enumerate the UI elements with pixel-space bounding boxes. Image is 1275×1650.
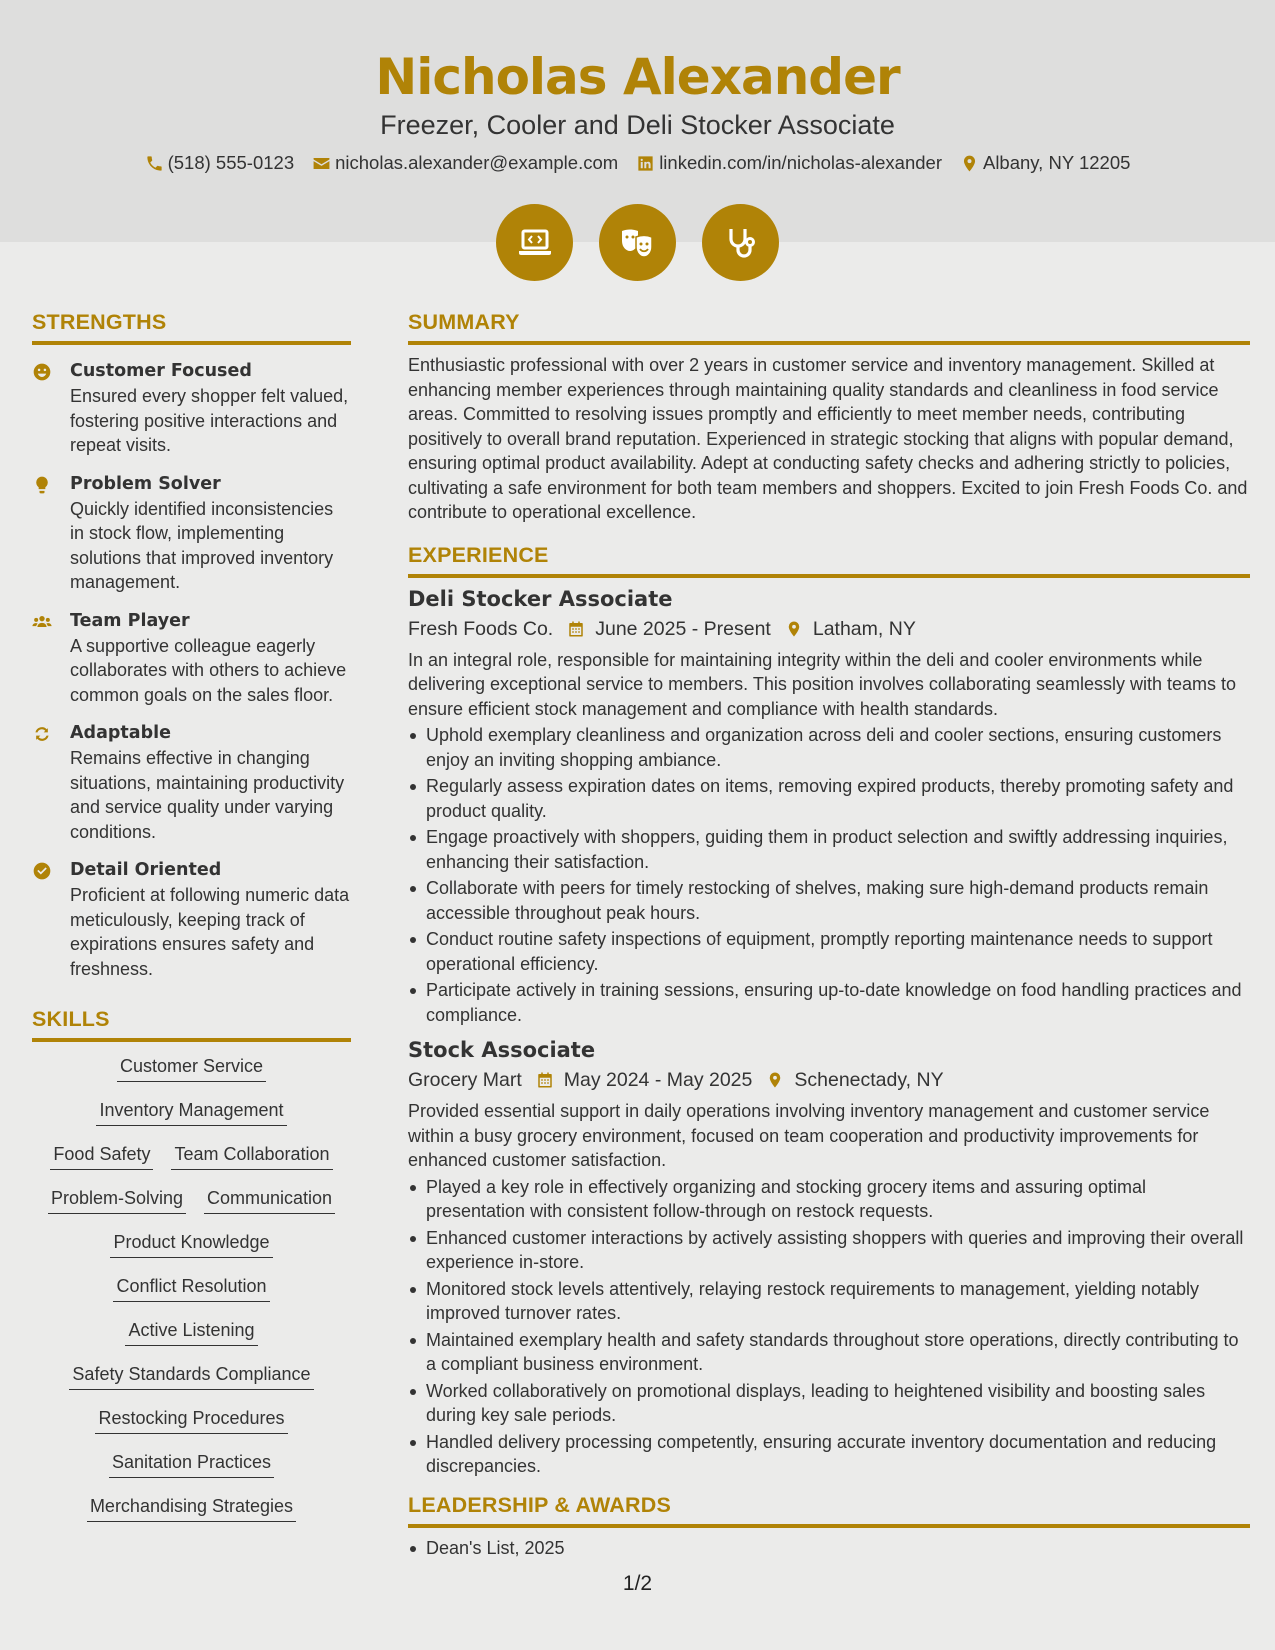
strength-desc: A supportive colleague eagerly collaborates with others to achieve common goals on the sales floor. xyxy=(70,635,347,705)
contact-linkedin[interactable] xyxy=(636,152,942,174)
skill-tag: Conflict Resolution xyxy=(113,1274,269,1302)
skill-tag: Inventory Management xyxy=(96,1098,286,1126)
job-dates: June 2025 - Present xyxy=(595,617,771,640)
sync-icon xyxy=(32,724,52,744)
strength-title: Team Player xyxy=(70,610,190,631)
laptop-code-icon xyxy=(515,223,555,263)
skill-tag: Product Knowledge xyxy=(110,1230,272,1258)
strength-desc: Proficient at following numeric data meticulously, keeping track of expirations ensures safety and freshness. xyxy=(70,885,350,979)
contact-location-text: Albany, NY 12205 xyxy=(982,152,1131,173)
check-circle-icon xyxy=(32,861,52,881)
map-pin-icon xyxy=(766,1071,784,1089)
skills-list xyxy=(32,1054,351,1522)
users-icon xyxy=(32,612,52,632)
job-dates: May 2024 - May 2025 xyxy=(563,1069,753,1091)
skill-tag: Sanitation Practices xyxy=(109,1450,274,1478)
skill-tag: Restocking Procedures xyxy=(95,1406,287,1434)
phone-icon xyxy=(145,154,164,173)
skill-tag: Safety Standards Compliance xyxy=(69,1362,313,1390)
job-company: Grocery Mart xyxy=(408,1069,522,1091)
skill-tag: Problem-Solving xyxy=(48,1186,186,1214)
strength-item xyxy=(32,472,351,595)
strength-item xyxy=(32,721,351,844)
strength-title: Problem Solver xyxy=(70,473,221,494)
job-bullets xyxy=(408,723,1250,1027)
skill-tag: Active Listening xyxy=(125,1318,257,1346)
job-title: Stock Associate xyxy=(408,1038,596,1062)
contact-email[interactable] xyxy=(312,152,618,174)
skill-tag: Merchandising Strategies xyxy=(87,1494,296,1522)
contact-phone[interactable] xyxy=(145,152,295,174)
skill-tag: Team Collaboration xyxy=(171,1142,332,1170)
badge-laptop xyxy=(496,204,573,281)
badge-stethoscope xyxy=(702,204,779,281)
lightbulb-icon xyxy=(32,475,52,495)
contact-bar xyxy=(0,152,1275,174)
leadership-list xyxy=(408,1536,1250,1561)
job-bullet: Regularly assess expiration dates on items, removing expired products, thereby promoting safety and product quality. xyxy=(408,774,1250,823)
strength-item xyxy=(32,858,351,981)
leadership-heading: LEADERSHIP & AWARDS xyxy=(408,1493,1250,1528)
job-bullet: Participate actively in training sessions, ensuring up-to-date knowledge on food handling practices and compliance. xyxy=(408,978,1250,1027)
job-bullet: Worked collaboratively on promotional displays, leading to heightened visibility and boosting sales during key sale periods. xyxy=(408,1379,1250,1428)
job-bullet: Conduct routine safety inspections of equipment, promptly reporting maintenance needs to support operational efficiency. xyxy=(408,927,1250,976)
theater-masks-icon xyxy=(618,223,658,263)
summary-text: Enthusiastic professional with over 2 years in customer service and inventory management. Skilled at enhancing member experiences through maintaining quality standards and cleanliness in food service areas. Committed to resolving issues promptly and efficiently to meet member needs, contributing positively to overall brand reputation. Experienced in strategic stocking that aligns with popular demand, ensuring optimal product availability. Adept at conducting safety checks and adhering strictly to policies, cultivating a safe environment for both team members and shoppers. Excited to join Fresh Foods Co. and contribute to operational excellence. xyxy=(408,355,1248,522)
job-location: Latham, NY xyxy=(812,617,916,640)
job-company: Fresh Foods Co. xyxy=(408,617,554,640)
badge-masks xyxy=(599,204,676,281)
job-location: Schenectady, NY xyxy=(794,1069,944,1091)
candidate-title: Freezer, Cooler and Deli Stocker Associate xyxy=(380,110,895,140)
candidate-name: Nicholas Alexander xyxy=(375,48,900,106)
contact-linkedin-text: linkedin.com/in/nicholas-alexander xyxy=(659,152,942,173)
job-entry xyxy=(408,584,1250,1028)
job-description: Provided essential support in daily operations involving inventory management and customer service within a busy grocery environment, focused on team cooperation and productivity improvements for enhanced customer satisfaction. xyxy=(408,1101,1210,1170)
skill-tag: Customer Service xyxy=(117,1054,266,1082)
job-bullet: Enhanced customer interactions by actively assisting shoppers with queries and improving their overall experience in-store. xyxy=(408,1226,1250,1275)
strength-title: Adaptable xyxy=(70,723,171,743)
map-pin-icon xyxy=(960,154,979,173)
job-bullet: Monitored stock levels attentively, relaying restock requirements to management, yielding notably improved turnover rates. xyxy=(408,1277,1250,1326)
contact-location xyxy=(960,152,1130,174)
job-description: In an integral role, responsible for maintaining integrity within the deli and cooler environments while delivering exceptional service to members. This position involves collaborating seamlessly with teams to ensure efficient stock management and compliance with health standards. xyxy=(408,649,1237,719)
strength-desc: Remains effective in changing situations, maintaining productivity and service quality under varying conditions. xyxy=(70,748,345,842)
strength-desc: Ensured every shopper felt valued, fostering positive interactions and repeat visits. xyxy=(70,386,349,455)
job-meta xyxy=(408,614,1250,644)
strength-item xyxy=(32,359,351,458)
experience-heading: EXPERIENCE xyxy=(408,543,1250,578)
summary-heading: SUMMARY xyxy=(408,310,1250,345)
strength-item xyxy=(32,609,351,708)
job-bullet: Maintained exemplary health and safety standards throughout store operations, directly contributing to a compliant business environment. xyxy=(408,1328,1250,1377)
job-bullet: Handled delivery processing competently, ensuring accurate inventory documentation and reducing discrepancies. xyxy=(408,1430,1250,1479)
job-bullets xyxy=(408,1175,1250,1479)
stethoscope-icon xyxy=(721,223,761,263)
skills-heading: SKILLS xyxy=(32,1007,351,1042)
smile-icon xyxy=(32,362,52,382)
job-bullet: Collaborate with peers for timely restocking of shelves, making sure high-demand products remain accessible throughout peak hours. xyxy=(408,876,1250,925)
left-column xyxy=(32,310,351,1522)
strength-title: Customer Focused xyxy=(70,361,252,381)
skill-tag: Communication xyxy=(204,1186,335,1214)
map-pin-icon xyxy=(785,620,803,638)
page-indicator: 1/2 xyxy=(622,1572,653,1595)
job-entry xyxy=(408,1035,1250,1479)
contact-email-text: nicholas.alexander@example.com xyxy=(335,152,619,173)
job-title: Deli Stocker Associate xyxy=(408,586,673,611)
calendar-icon xyxy=(567,620,585,638)
linkedin-icon xyxy=(636,154,655,173)
job-bullet: Uphold exemplary cleanliness and organization across deli and cooler sections, ensuring customers enjoy an inviting shopping ambiance. xyxy=(408,723,1250,772)
job-bullet: Played a key role in effectively organizing and stocking grocery items and assuring optimal presentation with consistent follow-through on restock requests. xyxy=(408,1175,1250,1224)
award-item: Dean's List, 2025 xyxy=(408,1536,1250,1561)
right-column xyxy=(408,310,1250,1562)
skill-tag: Food Safety xyxy=(50,1142,153,1170)
badge-row xyxy=(0,204,1275,281)
envelope-icon xyxy=(312,154,331,173)
job-bullet: Engage proactively with shoppers, guiding them in product selection and swiftly addressing inquiries, enhancing their satisfaction. xyxy=(408,825,1250,874)
calendar-icon xyxy=(536,1071,554,1089)
strengths-heading: STRENGTHS xyxy=(32,310,351,345)
strength-desc: Quickly identified inconsistencies in stock flow, implementing solutions that improved inventory management. xyxy=(70,498,334,592)
job-meta xyxy=(408,1065,1250,1095)
strength-title: Detail Oriented xyxy=(70,860,222,880)
contact-phone-text: (518) 555-0123 xyxy=(167,152,295,173)
